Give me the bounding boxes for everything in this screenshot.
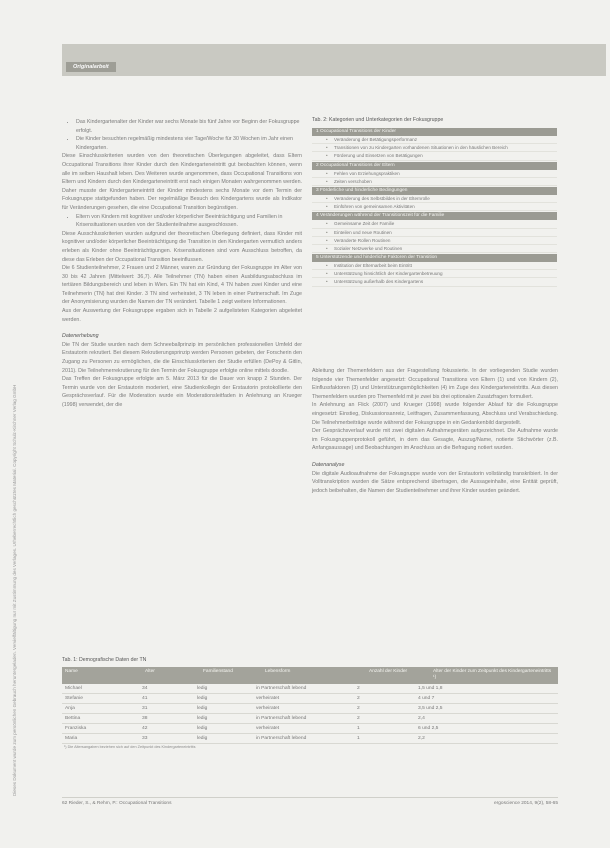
table-cell: 2	[357, 696, 360, 701]
table-cell: ledig	[197, 686, 208, 691]
table-footnote: ¹) Die Altersangaben beziehen sich auf den Zeitpunkt des Kindergarteneintritts	[64, 745, 196, 749]
table-cell: 2	[357, 706, 360, 711]
table-cell: in Partnerschaft lebend	[256, 736, 307, 741]
table-cell: verheiratet	[256, 706, 280, 711]
table-cell: 2,2	[418, 736, 425, 741]
list-item: • Eltern von Kindern mit kognitiver und/oder körperlicher Beeinträchtigung und Familien in Krisensituationen wurden von der Studienteilnahme ausgeschlossen.	[76, 213, 302, 230]
column-header: Familienstand	[203, 669, 233, 674]
table1-caption: Tab. 1: Demografische Daten der TN	[62, 657, 147, 663]
demographics-table	[62, 667, 558, 749]
table-cell: Anja	[65, 706, 75, 711]
subcategory-item: • Veränderte Rollen Routinen	[312, 237, 557, 245]
footer-journal: ergoscience 2014, 9(2), 58-65	[494, 801, 558, 806]
table-cell: ledig	[197, 716, 208, 721]
table-header-row	[62, 667, 558, 684]
table-cell: Stefanie	[65, 696, 83, 701]
table-row	[62, 694, 558, 704]
subcategory-item: • Transitionen von zu Kindergarten vorhandenen Situationen in den häuslichen Bereich	[312, 144, 557, 152]
subcategory-item: • Einführen von gemeinsamen Aktivitäten	[312, 203, 557, 211]
column-header: Anzahl der Kinder	[369, 669, 408, 674]
article-type-label: Originalarbeit	[66, 62, 116, 72]
paragraph: Ableitung der Themenfeldern aus der Fragestellung fokussierte. In der vorliegenden Studie wurden folgende vier Themenfelder angesetzt: Occupational Transitions von Eltern (1) und von Kindern (2), Einflussfaktoren (3) und Unterstützungsmöglichkeiten (4) im Zuge des Kindergarteneintritts. Aus diesen Themenfeldern wurden pro Themenfeld mit je zwei bis drei optionalen Zusatzfragen formuliert.	[312, 368, 558, 400]
table-cell: 31	[142, 706, 148, 711]
category-header: 1 Occupational Transitions der Kinder	[312, 128, 557, 136]
category-header: 2 Occupational Transitions der Eltern	[312, 162, 557, 170]
header-band	[62, 44, 606, 76]
category-header: 4 Veränderungen während der Transitionszeit für die Familie	[312, 212, 557, 220]
column-header: Lebensform	[265, 669, 291, 674]
left-column	[62, 118, 302, 410]
category-header: 3 Förderliche und hinderliche Bedingungen	[312, 187, 557, 195]
table-cell: 1,5 und 1,8	[418, 686, 443, 691]
table-cell: ledig	[197, 726, 208, 731]
paragraph: Diese Ausschlusskriterien wurden aufgrund der theoretischen Überlegung definiert, dass Kinder mit kognitiver und/oder körperlicher Beeinträchtigung die Transition in den Kindergarten vermutlich anders erleben als Kinder ohne Beeinträchtigungen. Krisensituationen sind vom Ausschluss betroffen, da diese das Erleben der Occupational Transition beeinflussen.	[62, 230, 302, 263]
paragraph: Diese Einschlusskriterien wurden von den theoretischen Überlegungen abgeleitet, dass Eltern Occupational Transitions ihrer Kinder durch den Kindergarteneintritt gut beobachten können, wenn alle im selben Haushalt leben. Des Weiteren wurde angenommen, dass Occupational Transitions von Eltern und Kindern durch den Kindergarteneintritt erst nach einigen Monaten wahrgenommen werden. Daher musste der Kindergarteneintritt der Kinder mindestens sechs Monate vor dem Termin der Fokusgruppe stattgefunden haben. Der regelmäßige Besuch des Kindergartens wurde als Indikator für Veränderungen gesehen, die eine Occupational Transition begünstigen.	[62, 153, 302, 211]
subcategory-item: • Veränderung der Betätigungsperformanz	[312, 136, 557, 144]
table-cell: 41	[142, 696, 148, 701]
table-cell: in Partnerschaft lebend	[256, 686, 307, 691]
table-cell: Michael	[65, 686, 82, 691]
section-heading: Datenerhebung	[62, 333, 99, 340]
footer-citation: 62 Rieder, S., & Rehm, P.: Occupational Transitions	[62, 801, 172, 806]
paragraph: Der Gesprächsverlauf wurde mit zwei digitalen Aufnahmegeräten aufgezeichnet. Die Aufnahme wurde im Fokusgruppenprotokoll geführt, in dem das Gesagte, Auszug/Name, notierte Stichwörter (z.B. Anfangsaussage) und Beobachtungen im Anschluss an die Befragung notiert wurden.	[312, 428, 558, 452]
subcategory-item: • Gemeinsame Zeit der Familie	[312, 220, 557, 228]
criteria-list-top	[62, 118, 302, 152]
subcategory-item: • Unterstützung hinsichtlich der Kindergartenbetreuung	[312, 270, 557, 278]
criteria-list-mid	[62, 213, 302, 230]
subcategory-item: • Sozialer Netzwerke und Routinen	[312, 245, 557, 253]
table-row	[62, 714, 558, 724]
table-cell: 34	[142, 686, 148, 691]
subcategory-item: • Zeiten verschoben	[312, 178, 557, 186]
table-row	[62, 684, 558, 694]
table-cell: 2,4	[418, 716, 425, 721]
table-cell: 1	[357, 736, 360, 741]
table-cell: 33	[142, 736, 148, 741]
list-item: • Die Kinder besuchten regelmäßig mindestens vier Tage/Woche für 30 Wochen im Jahr einen Kindergarten.	[76, 135, 302, 152]
column-header: Name	[65, 669, 78, 674]
paragraph: In Anlehnung an Flick (2007) und Krueger (1998) wurde folgender Ablauf für die Fokusgruppe eingesetzt: Einstieg, Diskussionsanreiz, Leitfragen, Zusammenfassung, Abschluss und Verabschiedung. Die Teilnehmerbeiträge wurde während der Fokusgruppe in ein Gedankenbild dargestellt.	[312, 402, 558, 426]
subcategory-item: • Förderung und Einsetzen von Betätigungen	[312, 152, 557, 160]
table-cell: ledig	[197, 706, 208, 711]
paragraph: Die 6 Studienteilnehmer, 2 Frauen und 2 Männer, waren zur Gründung der Fokusgruppe im Alter von 30 bis 42 Jahren (Mittelwert: 36,7). Alle Teilnehmer (TN) haben einen Ausbildungsabschluss im tertiären Bildungsbereich und leben in Wien. Ein TN hat ein Kind, 4 TN haben zwei Kinder und eine Teilnehmerin (TN) hat drei Kinder. 3 TN sind verheiratet, 3 TN leben in einer Partnerschaft. Im Zuge der Anonymisierung wurden die Namen der TN verändert. Tabelle 1 zeigt weitere Informationen.	[62, 265, 302, 306]
subcategory-item: • Unterstützung außerhalb des Kindergartens	[312, 278, 557, 286]
table-row	[62, 724, 558, 734]
right-column	[312, 367, 558, 495]
table2-caption: Tab. 2: Kategorien und Unterkategorien der Fokusgruppe	[312, 117, 444, 123]
table-cell: 4 und 7	[418, 696, 435, 701]
side-copyright-note	[12, 96, 20, 796]
column-header: Alter der Kinder zum Zeitpunkt des Kindergarteneintritts ¹)	[433, 669, 552, 680]
subcategory-item: • Einteilen und neue Routinen	[312, 229, 557, 237]
table-cell: verheiratet	[256, 726, 280, 731]
categories-table	[312, 127, 557, 287]
table-cell: ledig	[197, 696, 208, 701]
paragraph: Aus der Auswertung der Fokusgruppe ergaben sich in Tabelle 2 aufgelisteten Kategorien abgeleitet werden.	[62, 308, 302, 323]
table-cell: 38	[142, 716, 148, 721]
paragraph: Das Treffen der Fokusgruppe erfolgte am 5. März 2013 für die Dauer von knapp 2 Stunden. Der Termin wurde von der Erstautorin moderiert, eine Studienkollegin der Erstautorin protokollierte den Gesprächsverlauf. Für die Moderation wurde ein Moderationsleitfaden in Anlehnung an Krueger (1998) verwendet, der die	[62, 376, 302, 408]
table-cell: Franziska	[65, 726, 87, 731]
paragraph: Die digitale Audioaufnahme der Fokusgruppe wurde von der Erstautorin vollständig transkribiert. In der Volltranskription wurden die Sätze entsprechend übertragen, die Aussageinhalte, eine Entität geprüft, jedoch beibehalten, die Namen der Studienteilnehmer und ihrer Kinder wurden geändert.	[312, 470, 558, 494]
table-cell: verheiratet	[256, 696, 280, 701]
list-item: • Das Kindergartenalter der Kinder war sechs Monate bis fünf Jahre vor Beginn der Fokusgruppe erfolgt.	[76, 118, 302, 135]
section-heading: Datenanalyse	[312, 461, 345, 468]
table-row	[62, 734, 558, 744]
table-cell: 1	[357, 726, 360, 731]
table-cell: 2	[357, 716, 360, 721]
table-cell: 6 und 2,5	[418, 726, 439, 731]
table-cell: Bettina	[65, 716, 81, 721]
subcategory-item: • Fehlen von Erziehungspraktiken	[312, 170, 557, 178]
table-cell: Maria	[65, 736, 78, 741]
table-cell: in Partnerschaft lebend	[256, 716, 307, 721]
column-header: Alter	[145, 669, 155, 674]
subcategory-item: • Veränderung des Selbstbildes in der Elternrolle	[312, 195, 557, 203]
table-cell: ledig	[197, 736, 208, 741]
subcategory-item: • Institution der Elternarbeit beim Eintritt	[312, 262, 557, 270]
table-cell: 42	[142, 726, 148, 731]
table-cell: 2	[357, 686, 360, 691]
table-row	[62, 704, 558, 714]
table-body	[62, 684, 558, 744]
paragraph: Die TN der Studie wurden nach dem Schneeballprinzip im persönlichen professionellen Umfeld der Erstautorin rekrutiert. Bei diesem Rekrutierungsprinzip werden Personen gebeten, der Forscherin den Zugang zu Personen zu ermöglichen, die die Einschlusskriterien der Studie erfüllen (DePoy & Gitlin, 2011). Die Teilnehmerrekrutierung für den Termin der Fokusgruppe erfolgte online mittels doodle.	[62, 341, 302, 374]
page-footer	[62, 797, 558, 808]
side-copyright-text: Dieses Dokument wurde zum persönlichen Gebrauch heruntergeladen. Vervielfältigung nur mit Zustimmung des Verlages. Urheberrechtlich geschütztes Material. Copyright Schulz-Kirchner Verlag GmbH	[12, 384, 17, 796]
category-header: 5 Unterstützende und hinderliche Faktoren der Transition	[312, 254, 557, 262]
table-cell: 3,5 und 2,5	[418, 706, 443, 711]
